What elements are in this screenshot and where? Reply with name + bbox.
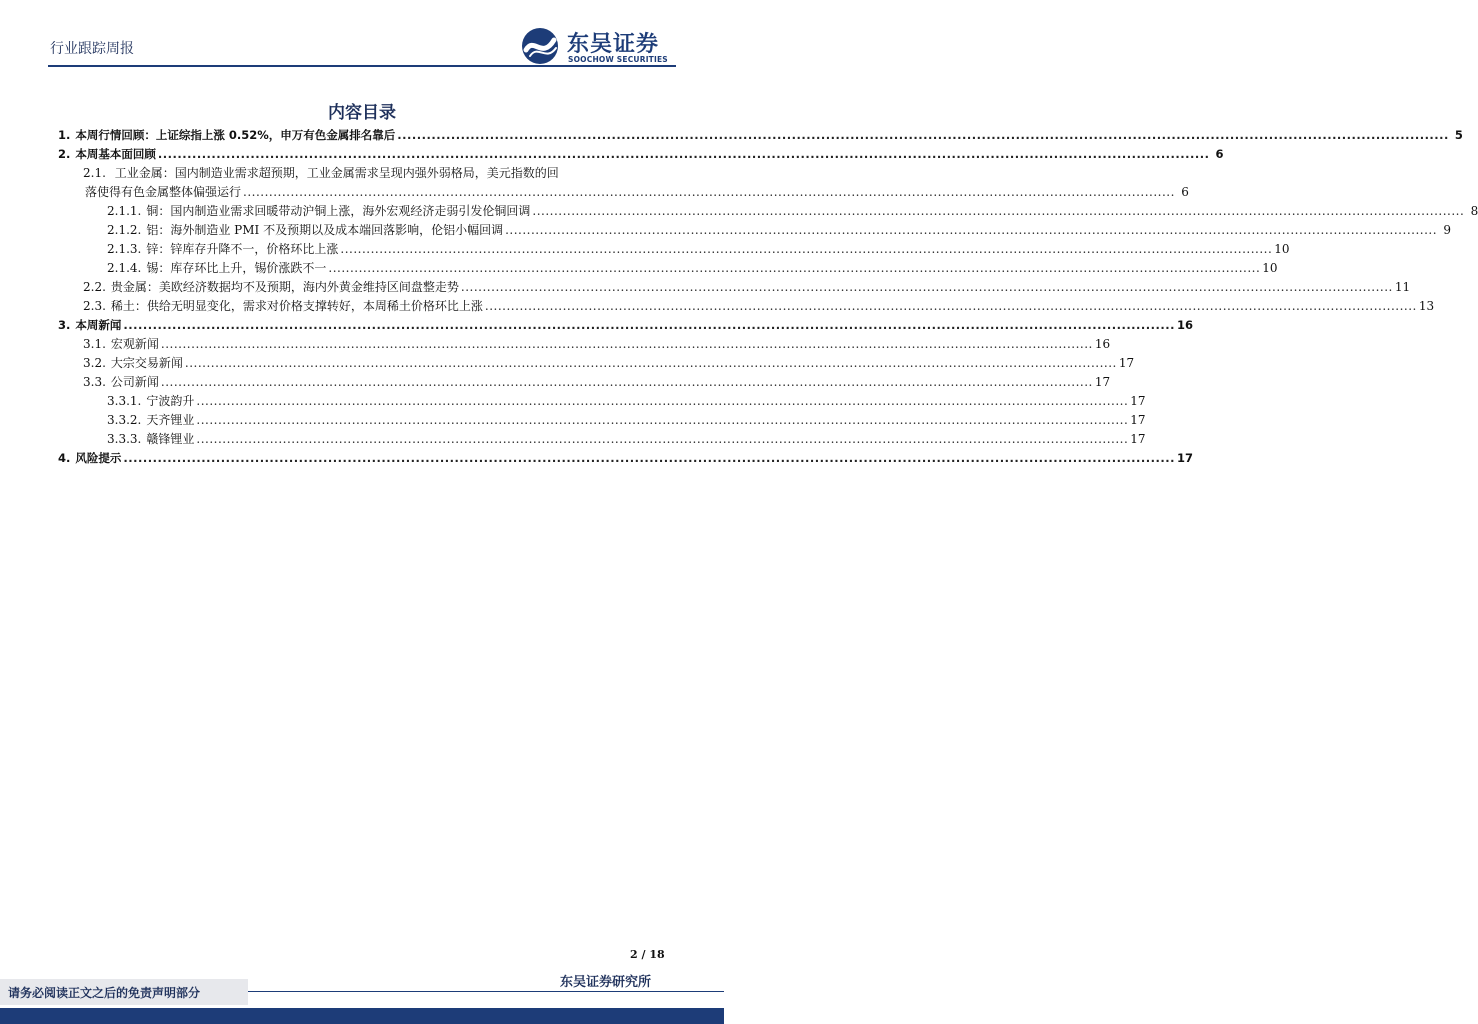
toc-text: 赣锋锂业 [146,432,195,446]
toc-number: 2. [58,147,71,161]
brand-logo [520,26,680,66]
toc-text-line1: 工业金属：国内制造业需求超预期，工业金属需求呈现内强外弱格局，美元指数的回 [114,166,559,180]
toc-number: 3.3.2. [107,413,142,427]
toc-text: 宏观新闻 [110,337,159,351]
toc-entry-2-1-3[interactable] [58,240,1290,259]
toc-page: 17 [1130,413,1146,427]
toc-number: 2.2. [83,280,106,294]
toc-number: 2.1.3. [107,242,142,256]
toc-entry-3-3[interactable] [58,373,1111,392]
toc-page: 11 [1394,280,1411,294]
page-number: 2 / 18 [630,948,665,961]
toc-page: 6 [1215,147,1224,161]
toc-leader [340,240,1272,259]
toc-entry-2-1[interactable] [58,164,1189,202]
toc-leader [461,278,1393,297]
toc-leader [196,430,1128,449]
toc-page: 9 [1443,223,1452,237]
footer-institute: 东吴证券研究所 [560,975,652,990]
toc-page: 17 [1094,375,1111,389]
toc-entry-2[interactable] [58,145,1224,164]
toc-text: 本周新闻 [75,318,122,332]
toc-entry-3-1[interactable] [58,335,1111,354]
toc-leader [158,145,1210,164]
toc-entry-2-1-4[interactable] [58,259,1278,278]
toc-text: 大宗交易新闻 [110,356,183,370]
toc-page: 13 [1418,299,1435,313]
toc-leader [196,392,1128,411]
toc-text: 锌：锌库存升降不一，价格环比上涨 [146,242,339,256]
toc-page: 16 [1094,337,1111,351]
toc-number: 3.1. [83,337,106,351]
toc-text: 本周基本面回顾 [75,147,156,161]
toc-entry-3-3-2[interactable] [58,411,1146,430]
toc-leader [185,354,1117,373]
toc-number: 1. [58,128,71,142]
toc-leader [243,183,1175,202]
toc-leader [505,221,1437,240]
toc-page: 6 [1181,185,1189,199]
toc-entry-1[interactable] [58,126,1463,145]
toc-leader [161,373,1093,392]
toc-entry-3[interactable] [58,316,1194,335]
toc-leader [532,202,1464,221]
toc-page: 17 [1177,451,1194,465]
toc-leader [397,126,1449,145]
toc-number: 2.1.1. [107,204,142,218]
toc-text: 风险提示 [75,451,122,465]
toc-page: 16 [1177,318,1194,332]
toc-leader [328,259,1260,278]
toc-leader [161,335,1093,354]
toc-leader [123,316,1175,335]
toc-number: 2.1.4. [107,261,142,275]
report-type-label: 行业跟踪周报 [50,41,134,57]
toc-text-line2: 落使得有色金属整体偏强运行 [85,185,242,199]
toc-text: 铝：海外制造业 PMI 不及预期以及成本端回落影响，伦铝小幅回调 [146,223,504,237]
toc-entry-2-1-1[interactable] [58,202,1478,221]
toc-text: 铜：国内制造业需求回暖带动沪铜上涨，海外宏观经济走弱引发伦铜回调 [146,204,531,218]
toc-number: 3.3. [83,375,106,389]
toc-number: 2.1. [83,166,106,180]
toc-page: 17 [1118,356,1135,370]
toc-text: 贵金属：美欧经济数据均不及预期，海内外黄金维持区间盘整走势 [110,280,459,294]
toc-entry-3-3-1[interactable] [58,392,1146,411]
toc-title: 内容目录 [328,103,396,123]
toc-leader [485,297,1417,316]
toc-entry-3-2[interactable] [58,354,1135,373]
footer-bar [0,1008,724,1024]
toc-number: 2.3. [83,299,106,313]
toc-text: 稀土：供给无明显变化，需求对价格支撑转好，本周稀土价格环比上涨 [110,299,483,313]
toc-text: 本周行情回顾：上证综指上涨 0.52%，申万有色金属排名靠后 [75,128,396,142]
toc-page: 10 [1274,242,1290,256]
toc-text: 天齐锂业 [146,413,195,427]
toc-page: 17 [1130,394,1146,408]
toc-page: 17 [1130,432,1146,446]
toc-page: 10 [1262,261,1278,275]
toc-entry-2-3[interactable] [58,297,1435,316]
toc-text: 宁波韵升 [146,394,195,408]
toc-number: 4. [58,451,71,465]
table-of-contents [58,126,1478,468]
brand-name-en: SOOCHOW SECURITIES [568,55,668,64]
toc-number: 3. [58,318,71,332]
soochow-logo-icon [520,26,562,66]
toc-text: 公司新闻 [110,375,159,389]
toc-entry-3-3-3[interactable] [58,430,1146,449]
toc-entry-2-2[interactable] [58,278,1411,297]
brand-name-cn: 东吴证券 [567,32,660,57]
toc-leader [123,449,1175,468]
toc-leader [196,411,1128,430]
toc-number: 3.3.3. [107,432,142,446]
header-divider [48,65,676,67]
disclaimer-banner [0,979,248,1005]
toc-entry-4[interactable] [58,449,1194,468]
toc-entry-2-1-2[interactable] [58,221,1452,240]
toc-number: 3.3.1. [107,394,142,408]
toc-page: 5 [1454,128,1463,142]
toc-number: 2.1.2. [107,223,142,237]
toc-number: 3.2. [83,356,106,370]
disclaimer-text: 请务必阅读正文之后的免责声明部分 [8,986,201,1000]
toc-text: 锡：库存环比上升，锡价涨跌不一 [146,261,327,275]
toc-page: 8 [1470,204,1478,218]
